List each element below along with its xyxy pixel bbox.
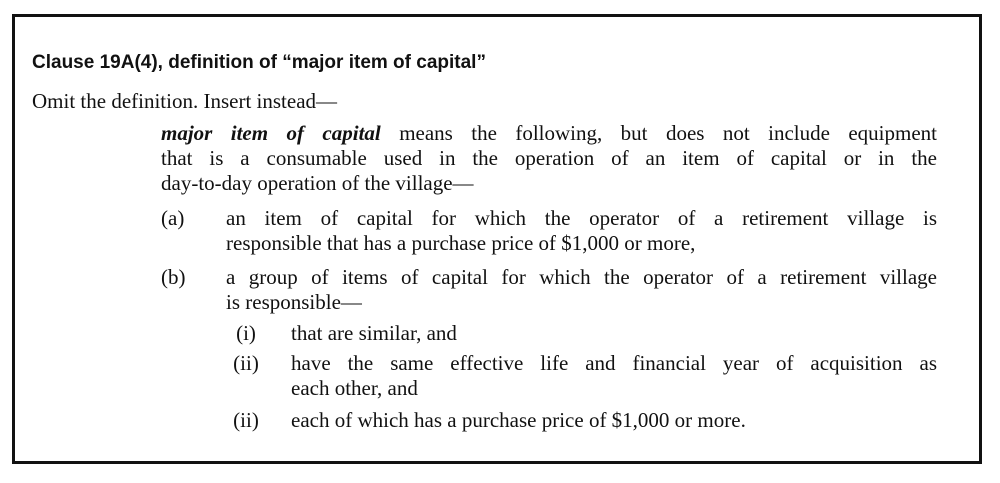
paragraph-b-line-1: a group of items of capital for which the operator of a retirement village <box>226 265 937 289</box>
paragraph-a-label: (a) <box>161 206 185 230</box>
paragraph-a <box>161 206 937 258</box>
paragraph-b <box>161 265 937 317</box>
subparagraph-i-text <box>291 321 937 346</box>
definition-text <box>161 121 937 196</box>
subparagraph-ii-second-text <box>291 408 937 433</box>
paragraph-b-line-2: is responsible— <box>226 290 362 314</box>
paragraph-a-line-2: responsible that has a purchase price of $1,000 or more, <box>226 231 696 255</box>
subparagraph-i-label: (i) <box>236 321 256 345</box>
subparagraph-i-line-1: that are similar, and <box>291 321 457 345</box>
clause-heading: Clause 19A(4), definition of “major item of capital” <box>32 52 486 73</box>
amendment-instruction: Omit the definition. Insert instead— <box>32 89 338 113</box>
paragraph-a-text <box>226 206 937 256</box>
paragraph-b-text <box>226 265 937 315</box>
paragraph-a-line-1: an item of capital for which the operator of a retirement village is <box>226 206 937 230</box>
subparagraph-ii-second-line-1: each of which has a purchase price of $1,000 or more. <box>291 408 746 432</box>
definition-line-1-rest: means the following, but does not include equipment <box>380 121 937 145</box>
subparagraph-ii-second <box>226 408 937 435</box>
definition-line-2: that is a consumable used in the operation of an item of capital or in the <box>161 146 937 170</box>
subparagraph-ii-first-label: (ii) <box>233 351 259 375</box>
subparagraph-ii-first <box>226 351 937 403</box>
definition-line-1 <box>161 121 937 146</box>
subparagraph-ii-first-text <box>291 351 937 401</box>
definition-line-3: day-to-day operation of the village— <box>161 171 474 195</box>
subparagraph-ii-second-label: (ii) <box>233 408 259 432</box>
defined-term: major item of capital <box>161 121 381 145</box>
subparagraph-ii-first-line-1: have the same effective life and financial year of acquisition as <box>291 351 937 375</box>
subparagraph-i <box>226 321 937 348</box>
subparagraph-ii-first-line-2: each other, and <box>291 376 418 400</box>
paragraph-b-label: (b) <box>161 265 186 289</box>
